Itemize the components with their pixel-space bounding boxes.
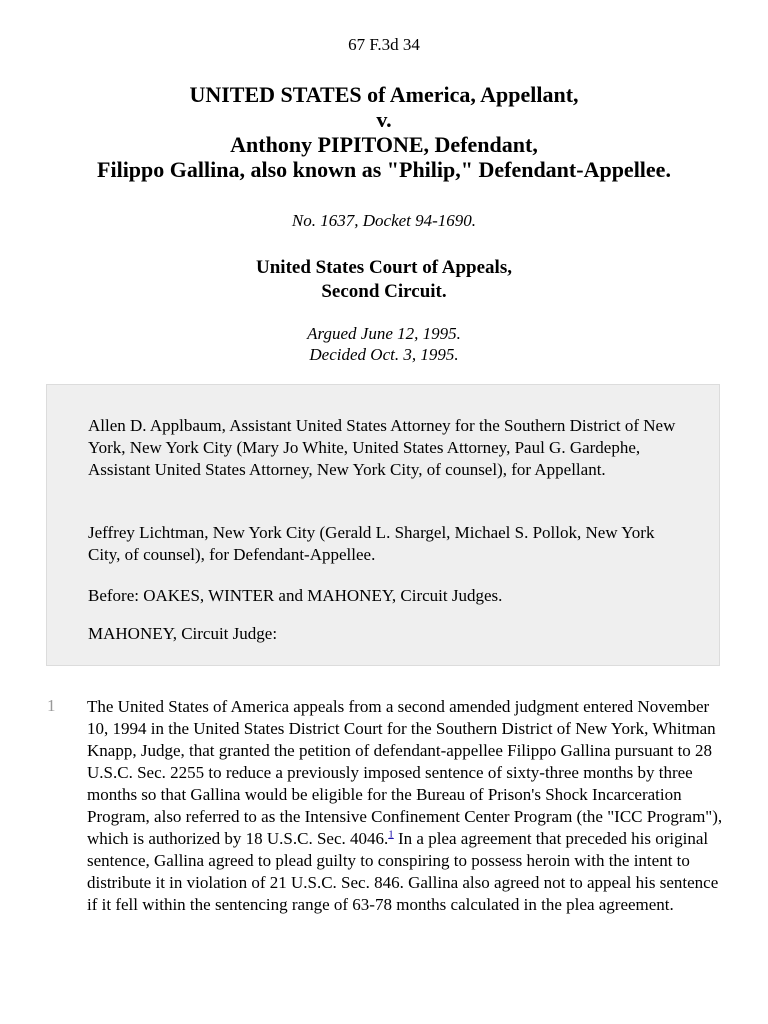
paragraph-text-part1: The United States of America appeals from a second amended judgment entered November 10, 1994 in the United States District Court for the Southern District of New York, Whitman Knapp, Judge, that granted the petition of defendant-appellee Filippo Gallina pursuant to 28 U.S.C. Sec. 2255 to reduce a previously imposed sentence of sixty-three months by three months so that Gallina would be eligible for the Bureau of Prison's Shock Incarceration Program, also referred to as the Intensive Confinement Center Program (the "ICC Program"), which is authorized by 18 U.S.C. Sec. 4046. (87, 697, 723, 848)
case-dates (0, 323, 768, 365)
caption-appellee: Filippo Gallina, also known as "Philip," Defendant-Appellee. (97, 157, 671, 182)
counsel-header-box (46, 384, 720, 666)
docket-number: No. 1637, Docket 94-1690. (291, 211, 477, 230)
opinion-paragraph (87, 696, 727, 916)
footnote-link[interactable]: 1 (388, 828, 394, 841)
caption-defendant: Anthony PIPITONE, Defendant, (230, 132, 538, 157)
argued-date: Argued June 12, 1995. (307, 324, 461, 343)
counsel-for-appellee: Jeffrey Lichtman, New York City (Gerald L. Shargel, Michael S. Pollok, New York City, of counsel), for Defendant-Appellee. (88, 523, 655, 564)
caption-appellant: UNITED STATES of America, Appellant, (189, 82, 579, 107)
paragraph-number: 1 (47, 696, 56, 715)
panel-judges: Before: OAKES, WINTER and MAHONEY, Circuit Judges. (88, 586, 503, 605)
decided-date: Decided Oct. 3, 1995. (309, 345, 459, 364)
caption-versus: v. (376, 107, 392, 132)
counsel-for-appellant: Allen D. Applbaum, Assistant United States Attorney for the Southern District of New York, New York City (Mary Jo White, United States Attorney, Paul G. Gardephe, Assistant United States Attorney, New York City, of counsel), for Appellant. (88, 416, 676, 479)
case-caption (0, 82, 768, 182)
court-name (0, 256, 768, 304)
paragraph-text-part2: In a plea agreement that preceded his original sentence, Gallina agreed to plead guilty to conspiring to possess heroin with the intent to distribute it in violation of 21 U.S.C. Sec. 846. Gallina also agreed not to appeal his sentence if it fell within the sentencing range of 63-78 months calculated in the plea agreement. (87, 829, 719, 914)
opinion-author: MAHONEY, Circuit Judge: (88, 624, 278, 643)
case-citation: 67 F.3d 34 (348, 35, 420, 54)
court-name-line1: United States Court of Appeals, (256, 257, 512, 278)
court-name-line2: Second Circuit. (321, 281, 447, 302)
